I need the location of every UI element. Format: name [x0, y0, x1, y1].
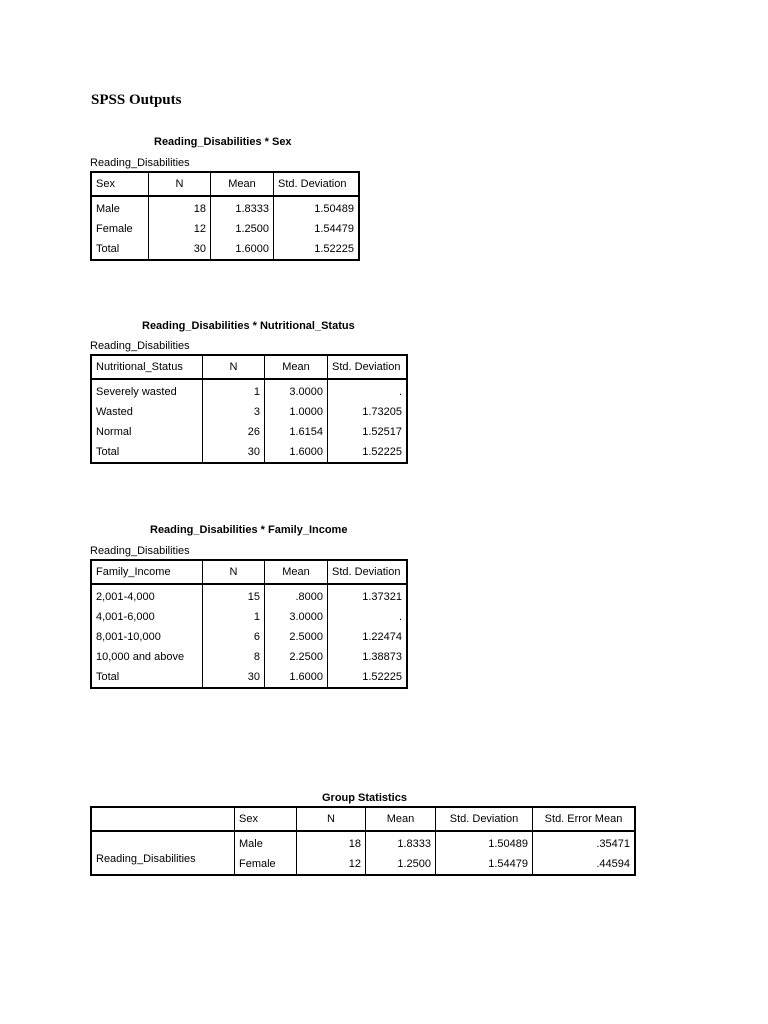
table2-header-row — [91, 355, 407, 379]
cell-n: 3 — [203, 402, 265, 422]
cell-mean: 3.0000 — [265, 379, 328, 402]
table-row — [91, 219, 359, 239]
cell-n: 26 — [203, 422, 265, 442]
table4-header-sex: Sex — [235, 807, 297, 831]
table4-header-mean: Mean — [366, 807, 436, 831]
table2-header-n: N — [203, 355, 265, 379]
cell-n: 18 — [297, 831, 366, 854]
cell-mean: 1.8333 — [211, 196, 274, 219]
table2-variable-label: Reading_Disabilities — [90, 340, 190, 352]
table1-block — [90, 157, 360, 261]
cell-n: 12 — [149, 219, 211, 239]
table4-caption: Group Statistics — [322, 792, 407, 804]
table-row — [91, 647, 407, 667]
table3-block — [90, 545, 408, 689]
table1-header-std: Std. Deviation — [274, 172, 360, 196]
cell-std: 1.50489 — [274, 196, 360, 219]
cell-std: 1.52225 — [328, 667, 408, 688]
table4 — [90, 806, 636, 876]
row-label: Severely wasted — [91, 379, 203, 402]
cell-std: 1.52225 — [274, 239, 360, 260]
cell-mean: .8000 — [265, 584, 328, 607]
table4-header-row — [91, 807, 635, 831]
table-row — [91, 831, 635, 854]
table3 — [90, 559, 408, 689]
cell-n: 15 — [203, 584, 265, 607]
row-label: Total — [91, 239, 149, 260]
row-label: 10,000 and above — [91, 647, 203, 667]
table-row — [91, 584, 407, 607]
table4-header-blank — [91, 807, 235, 831]
cell-n: 30 — [149, 239, 211, 260]
row-label: Female — [91, 219, 149, 239]
table-row — [91, 607, 407, 627]
row-label: 4,001-6,000 — [91, 607, 203, 627]
cell-std: . — [328, 379, 408, 402]
cell-mean: 1.6000 — [265, 442, 328, 463]
cell-n: 1 — [203, 379, 265, 402]
cell-mean: 1.6000 — [211, 239, 274, 260]
row-label: Reading_Disabilities — [91, 831, 235, 875]
cell-n: 1 — [203, 607, 265, 627]
row-label: 8,001-10,000 — [91, 627, 203, 647]
table-row — [91, 402, 407, 422]
cell-mean: 1.2500 — [211, 219, 274, 239]
table4-header-std: Std. Deviation — [436, 807, 533, 831]
table-row — [91, 239, 359, 260]
row-label: Male — [91, 196, 149, 219]
table1-header-n: N — [149, 172, 211, 196]
table4-block — [90, 806, 636, 876]
table2-caption: Reading_Disabilities * Nutritional_Status — [142, 320, 355, 332]
cell-mean: 1.8333 — [366, 831, 436, 854]
page-title: SPSS Outputs — [91, 92, 182, 108]
row-label: Wasted — [91, 402, 203, 422]
cell-mean: 3.0000 — [265, 607, 328, 627]
row-label: Total — [91, 442, 203, 463]
cell-std: . — [328, 607, 408, 627]
table3-variable-label: Reading_Disabilities — [90, 545, 190, 557]
cell-std: 1.37321 — [328, 584, 408, 607]
table2-header-nutritional-status: Nutritional_Status — [91, 355, 203, 379]
row-label: Normal — [91, 422, 203, 442]
table3-header-std: Std. Deviation — [328, 560, 408, 584]
table3-header-family-income: Family_Income — [91, 560, 203, 584]
table3-header-row — [91, 560, 407, 584]
table-row — [91, 196, 359, 219]
cell-n: 30 — [203, 442, 265, 463]
cell-std: 1.54479 — [436, 854, 533, 875]
table1 — [90, 171, 360, 261]
table1-header-sex: Sex — [91, 172, 149, 196]
cell-n: 6 — [203, 627, 265, 647]
table4-header-sem: Std. Error Mean — [533, 807, 636, 831]
cell-mean: 1.0000 — [265, 402, 328, 422]
table3-caption: Reading_Disabilities * Family_Income — [150, 524, 348, 536]
table-row — [91, 627, 407, 647]
cell-n: 8 — [203, 647, 265, 667]
cell-std: 1.54479 — [274, 219, 360, 239]
table2-header-std: Std. Deviation — [328, 355, 408, 379]
cell-sex: Male — [235, 831, 297, 854]
cell-n: 30 — [203, 667, 265, 688]
table1-caption: Reading_Disabilities * Sex — [154, 136, 292, 148]
table1-header-mean: Mean — [211, 172, 274, 196]
cell-sem: .44594 — [533, 854, 636, 875]
table-row — [91, 422, 407, 442]
cell-mean: 1.6154 — [265, 422, 328, 442]
table2 — [90, 354, 408, 464]
cell-std: 1.50489 — [436, 831, 533, 854]
cell-std: 1.22474 — [328, 627, 408, 647]
table1-header-row — [91, 172, 359, 196]
row-label: Total — [91, 667, 203, 688]
table2-header-mean: Mean — [265, 355, 328, 379]
cell-mean: 1.6000 — [265, 667, 328, 688]
table-row — [91, 667, 407, 688]
cell-sex: Female — [235, 854, 297, 875]
table-row — [91, 379, 407, 402]
table1-variable-label: Reading_Disabilities — [90, 157, 190, 169]
cell-sem: .35471 — [533, 831, 636, 854]
table-row — [91, 442, 407, 463]
table3-header-mean: Mean — [265, 560, 328, 584]
cell-std: 1.73205 — [328, 402, 408, 422]
cell-mean: 1.2500 — [366, 854, 436, 875]
table4-header-n: N — [297, 807, 366, 831]
row-label: 2,001-4,000 — [91, 584, 203, 607]
cell-n: 18 — [149, 196, 211, 219]
cell-std: 1.52225 — [328, 442, 408, 463]
cell-std: 1.38873 — [328, 647, 408, 667]
cell-mean: 2.2500 — [265, 647, 328, 667]
table2-block — [90, 340, 408, 464]
cell-std: 1.52517 — [328, 422, 408, 442]
table3-header-n: N — [203, 560, 265, 584]
cell-n: 12 — [297, 854, 366, 875]
cell-mean: 2.5000 — [265, 627, 328, 647]
